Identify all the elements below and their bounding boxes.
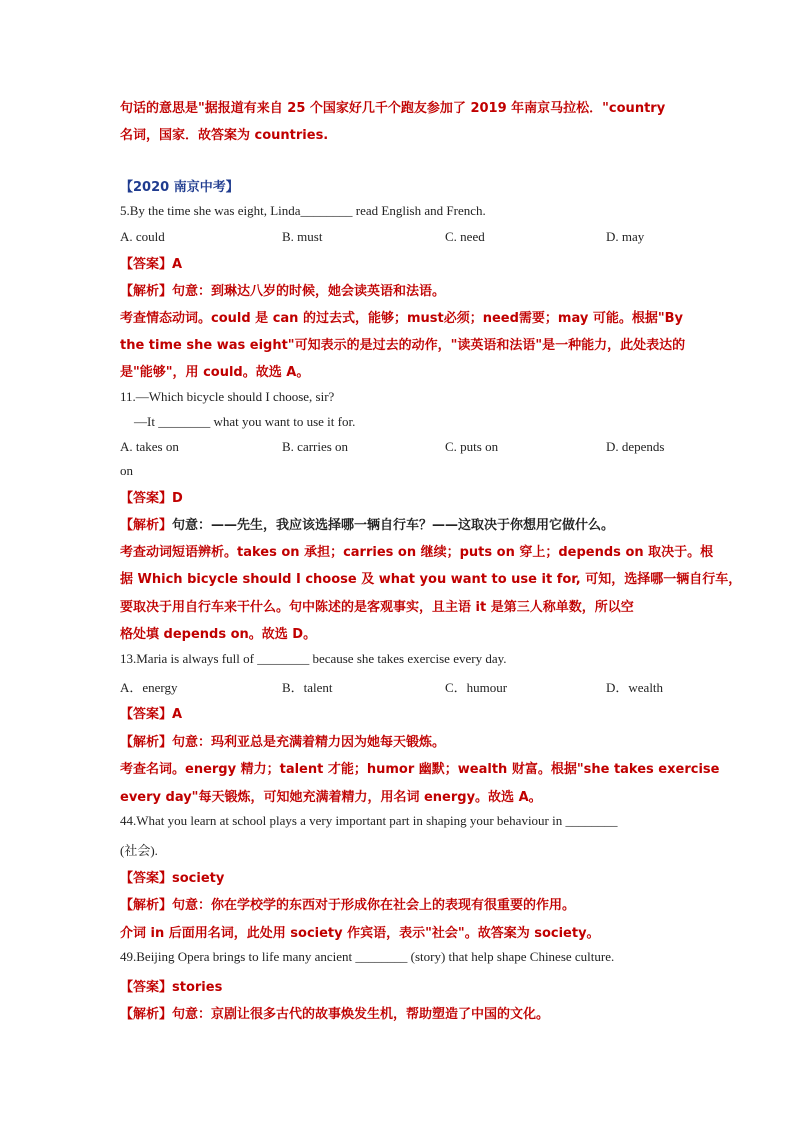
q11-stem-2: —It ________ what you want to use it for. <box>134 414 356 429</box>
q13-stem: 13.Maria is always full of ________ because she takes exercise every day. <box>120 651 507 666</box>
q44-analysis: 句意：你在学校学的东西对于形成你在社会上的表现有很重要的作用。 <box>172 898 576 913</box>
q11-explain-3: 要取决于用自行车来干什么。句中陈述的是客观事实，且主语 it 是第三人称单数，所以空 <box>120 600 634 615</box>
q5-explain-2: the time she was eight"可知表示的是过去的动作，"读英语和法语"是一种能力，此处表达的 <box>120 338 686 353</box>
q5-option-b: B. must <box>282 229 323 244</box>
q11-option-c: C. puts on <box>445 439 499 454</box>
q5-option-c: C. need <box>445 229 485 244</box>
q11-analysis-row <box>120 514 680 533</box>
q44-answer-row <box>120 867 680 886</box>
q13-option-d: D．wealth <box>606 680 664 695</box>
q13-option-c: C．humour <box>445 680 508 695</box>
answer-label: 【答案】 <box>120 257 173 272</box>
intro-line-1: 句话的意思是"据报道有来自 25 个国家好几千个跑友参加了 2019 年南京马拉松．"country <box>120 101 666 116</box>
q11-option-d: D. depends <box>606 439 665 454</box>
q11-answer-row <box>120 487 680 506</box>
answer-label: 【答案】 <box>120 707 173 722</box>
q5-answer: A <box>172 257 183 272</box>
q44-stem-1: 44.What you learn at school plays a very important part in shaping your behaviour in ________ <box>120 813 618 828</box>
q11-explain-2: 据 Which bicycle should I choose 及 what you want to use it for, 可知，选择哪一辆自行车， <box>120 572 742 587</box>
q5-explain-3: 是"能够"，用 could。故选 A。 <box>120 365 310 380</box>
q13-explain-2: every day"每天锻炼，可知她充满着精力，用名词 energy。故选 A。 <box>120 790 542 805</box>
q5-stem: 5.By the time she was eight, Linda________ read English and French. <box>120 203 486 218</box>
answer-label: 【答案】 <box>120 491 173 506</box>
q49-answer: stories <box>172 980 223 995</box>
q44-explain-1: 介词 in 后面用名词，此处用 society 作宾语，表示"社会"。故答案为 society。 <box>120 926 600 941</box>
analysis-label: 【解析】 <box>120 1007 173 1022</box>
q13-answer: A <box>172 707 183 722</box>
q11-explain-1: 考查动词短语辨析。takes on 承担；carries on 继续；puts on 穿上；depends on 取决于。根 <box>120 545 714 560</box>
intro-line-2: 名词，国家．故答案为 countries. <box>120 128 329 143</box>
q49-answer-row <box>120 976 680 995</box>
q49-analysis-row <box>120 1003 680 1022</box>
q44-answer: society <box>172 871 225 886</box>
q44-analysis-row <box>120 894 680 913</box>
q11-option-b: B. carries on <box>282 439 349 454</box>
analysis-label: 【解析】 <box>120 898 173 913</box>
answer-label: 【答案】 <box>120 871 173 886</box>
q5-option-a: A. could <box>120 229 165 244</box>
q13-analysis: 句意：玛利亚总是充满着精力因为她每天锻炼。 <box>172 735 446 750</box>
q49-analysis: 句意：京剧让很多古代的故事焕发生机，帮助塑造了中国的文化。 <box>172 1007 550 1022</box>
q5-option-d: D. may <box>606 229 645 244</box>
analysis-label: 【解析】 <box>120 284 173 299</box>
q13-explain-1: 考查名词。energy 精力；talent 才能；humor 幽默；wealth 财富。根据"she takes exercise <box>120 762 720 777</box>
q11-stem-1: 11.—Which bicycle should I choose, sir? <box>120 389 335 404</box>
q44-stem-2: (社会). <box>120 843 158 858</box>
q13-option-a: A．energy <box>120 680 178 695</box>
section-title: 【2020 南京中考】 <box>120 180 239 195</box>
q5-analysis-row <box>120 280 680 299</box>
q13-option-b: B．talent <box>282 680 333 695</box>
q5-answer-row <box>120 253 680 272</box>
q5-explain-1: 考查情态动词。could 是 can 的过去式，能够；must必须；need需要；may 可能。根据"By <box>120 311 683 326</box>
answer-label: 【答案】 <box>120 980 173 995</box>
q11-option-wrap: on <box>120 463 133 478</box>
analysis-label: 【解析】 <box>120 518 173 533</box>
q11-explain-4: 格处填 depends on。故选 D。 <box>120 627 317 642</box>
q11-analysis: 句意：——先生，我应该选择哪一辆自行车？——这取决于你想用它做什么。 <box>172 518 615 533</box>
q11-answer: D <box>172 491 183 506</box>
analysis-label: 【解析】 <box>120 735 173 750</box>
q13-answer-row <box>120 703 680 722</box>
q11-option-a: A. takes on <box>120 439 179 454</box>
q5-analysis: 句意：到琳达八岁的时候，她会读英语和法语。 <box>172 284 446 299</box>
q49-stem: 49.Beijing Opera brings to life many ancient ________ (story) that help shape Chinese culture. <box>120 949 615 964</box>
q13-analysis-row <box>120 731 680 750</box>
